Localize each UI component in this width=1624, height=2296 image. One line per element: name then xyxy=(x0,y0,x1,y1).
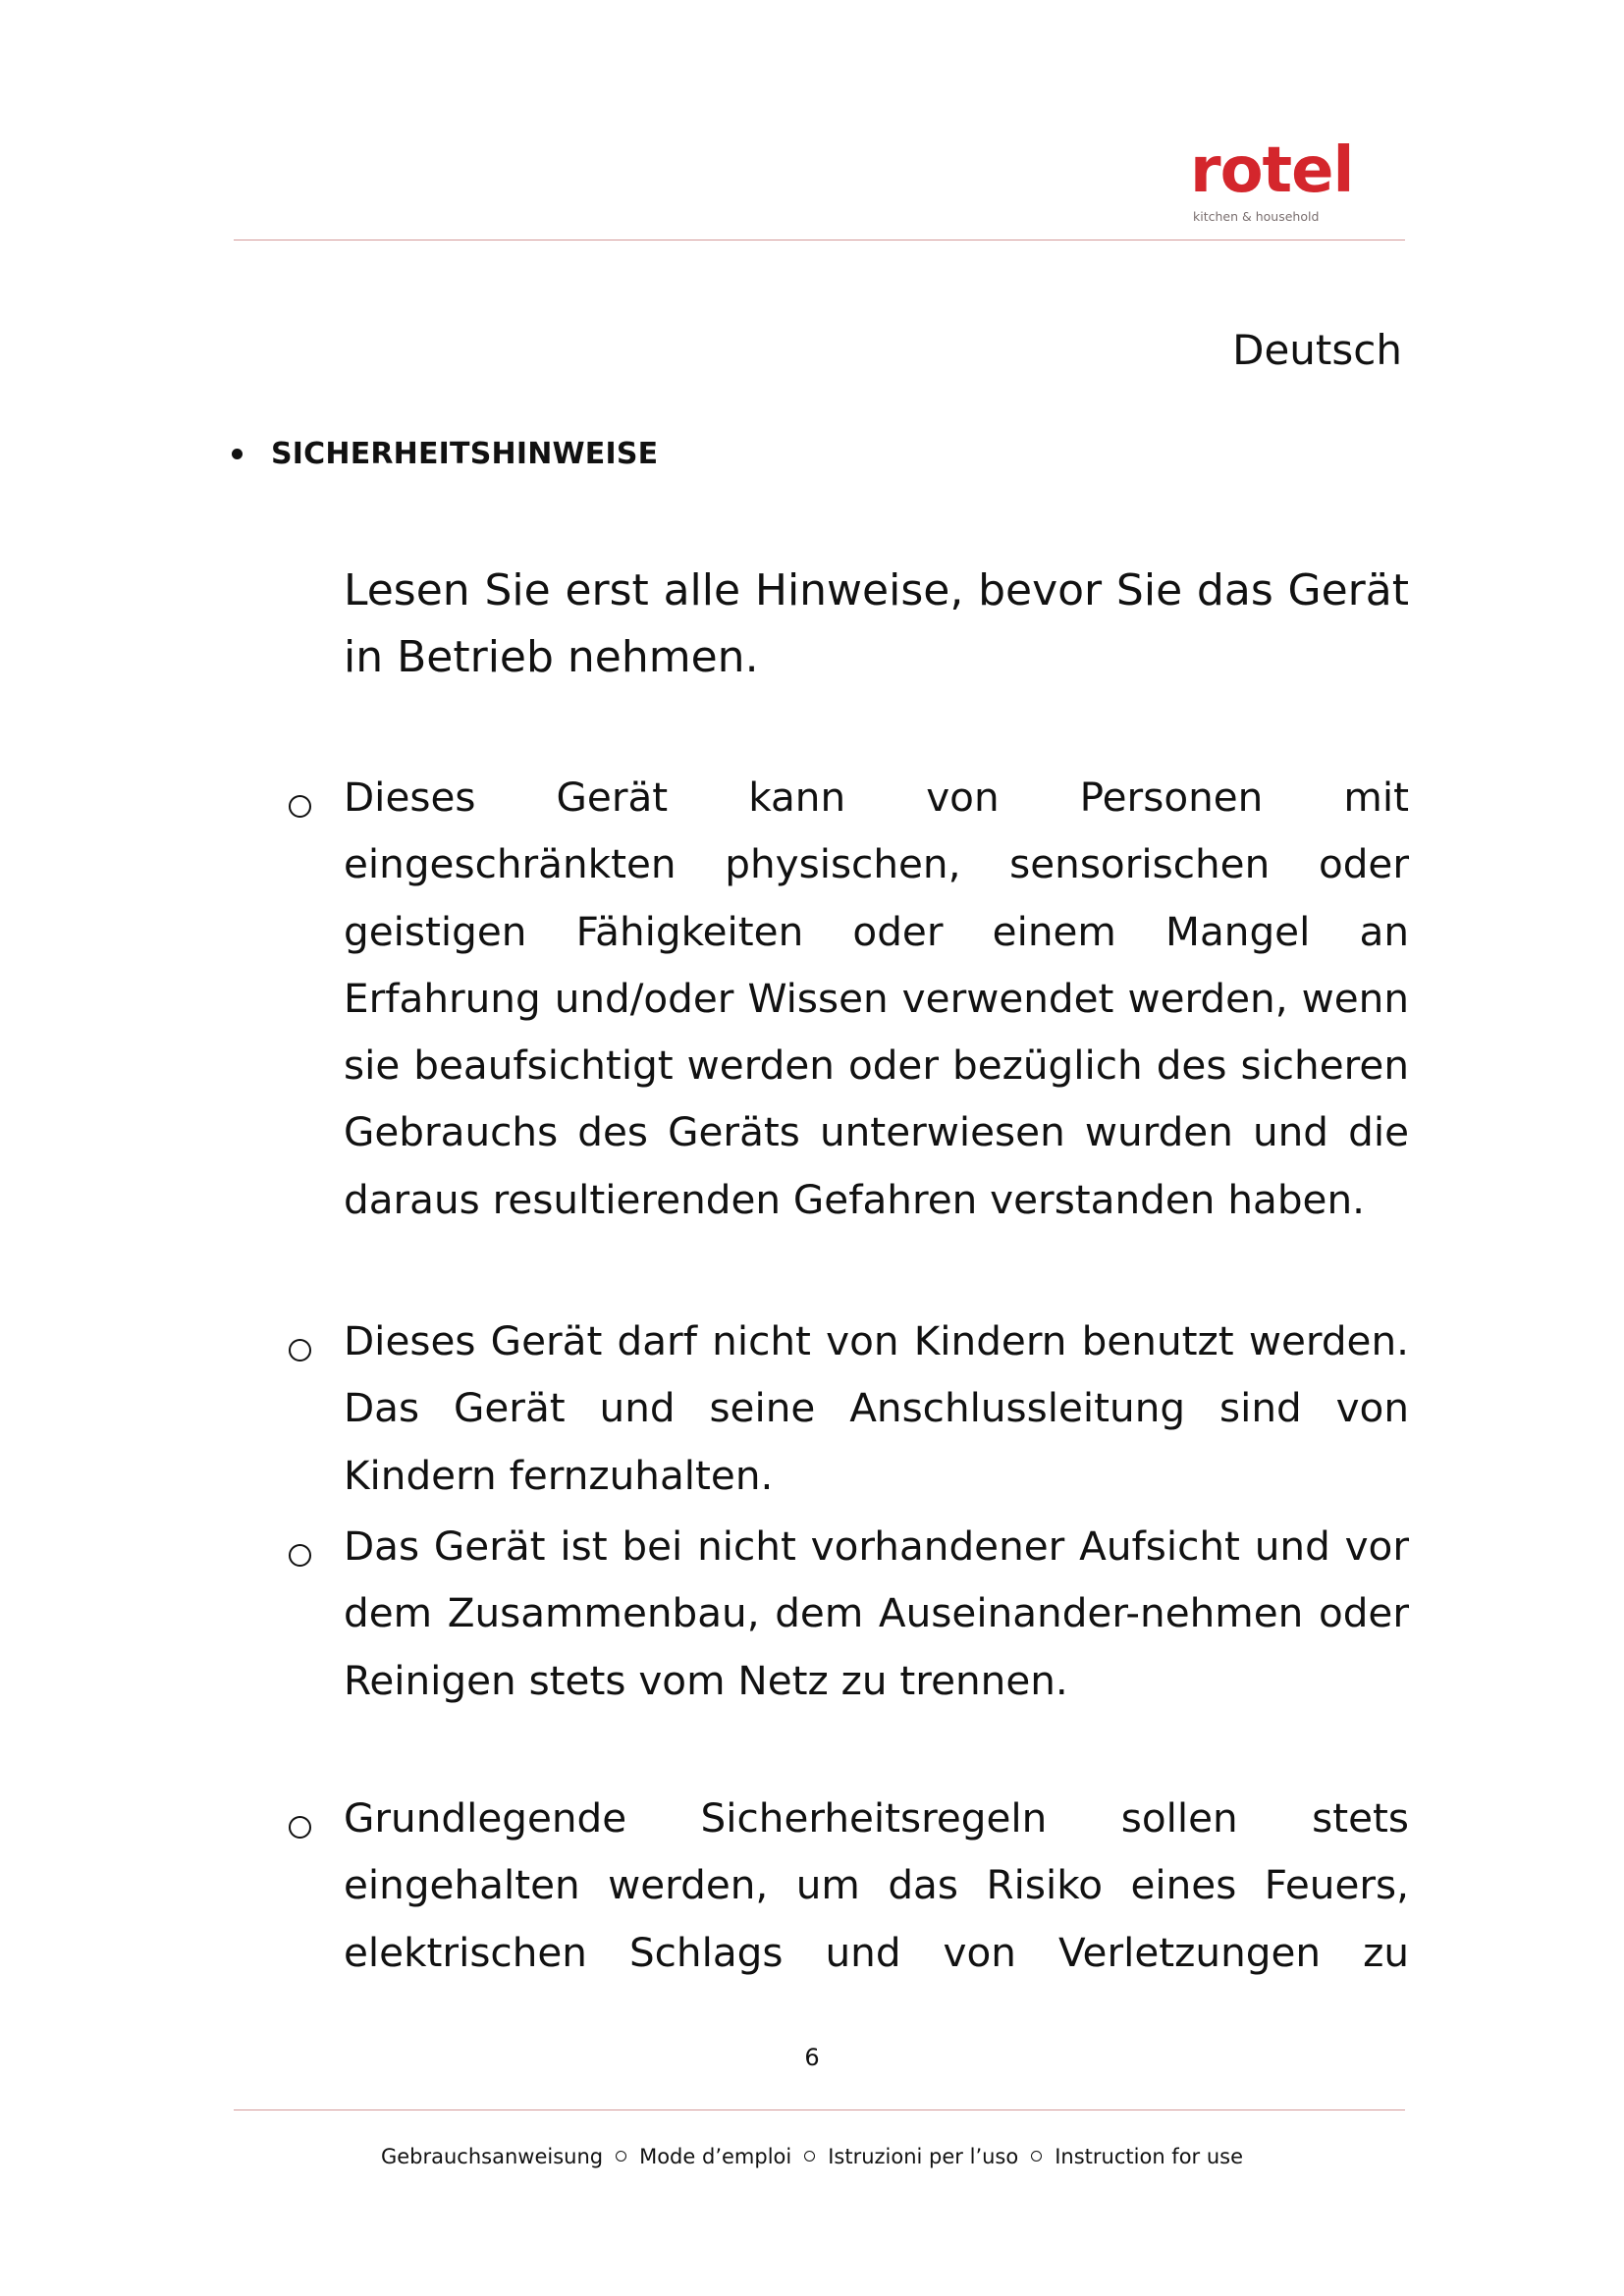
circle-bullet-icon xyxy=(289,795,311,818)
section-heading xyxy=(232,437,658,471)
footer-divider xyxy=(234,2109,1405,2110)
brand-logo xyxy=(1190,134,1391,226)
footer xyxy=(0,2145,1624,2168)
language-label: Deutsch xyxy=(1232,326,1402,374)
intro-paragraph: Lesen Sie erst alle Hinweise, bevor Sie das Gerät in Betrieb nehmen. xyxy=(344,565,1409,682)
list-item-text: Grundlegende Sicherheitsregeln sollen stets eingehalten werden, um das Risiko eines Feuers, elektrischen Schlags und von Verletzungen zu xyxy=(344,1794,1409,1976)
bullet-icon xyxy=(232,449,243,459)
circle-bullet-icon xyxy=(289,1339,311,1362)
circle-separator-icon xyxy=(616,2151,626,2162)
list-item-text: Dieses Gerät darf nicht von Kindern benutzt werden. Das Gerät und seine Anschlussleitung sind von Kindern fernzuhalten. xyxy=(344,1317,1409,1499)
circle-bullet-icon xyxy=(289,1816,311,1839)
page-number: 6 xyxy=(804,2044,820,2071)
footer-item: Istruzioni per l’uso xyxy=(828,2145,1019,2168)
section-title: SICHERHEITSHINWEISE xyxy=(271,437,659,471)
footer-item: Gebrauchsanweisung xyxy=(380,2145,604,2168)
circle-bullet-icon xyxy=(289,1544,311,1567)
circle-separator-icon xyxy=(804,2151,815,2162)
logo-wordmark: rotel xyxy=(1190,134,1354,207)
logo-tagline: kitchen & household xyxy=(1193,209,1320,224)
list-item-text: Dieses Gerät kann von Personen mit eingeschränkten physischen, sensorischen oder geistigen Fähigkeiten oder einem Mangel an Erfahrung und/oder Wissen verwendet werden, wenn sie beaufsichtigt werden oder bezüglich des sicheren Gebrauchs des Geräts unterwiesen wurden und die daraus resultierenden Gefahren verstanden haben. xyxy=(344,774,1409,1223)
footer-item: Instruction for use xyxy=(1055,2145,1244,2168)
footer-item: Mode d’emploi xyxy=(639,2145,792,2168)
circle-separator-icon xyxy=(1031,2151,1042,2162)
list-item-text: Das Gerät ist bei nicht vorhandener Aufsicht und vor dem Zusammenbau, dem Auseinander-nehmen oder Reinigen stets vom Netz zu trennen. xyxy=(344,1522,1409,1704)
